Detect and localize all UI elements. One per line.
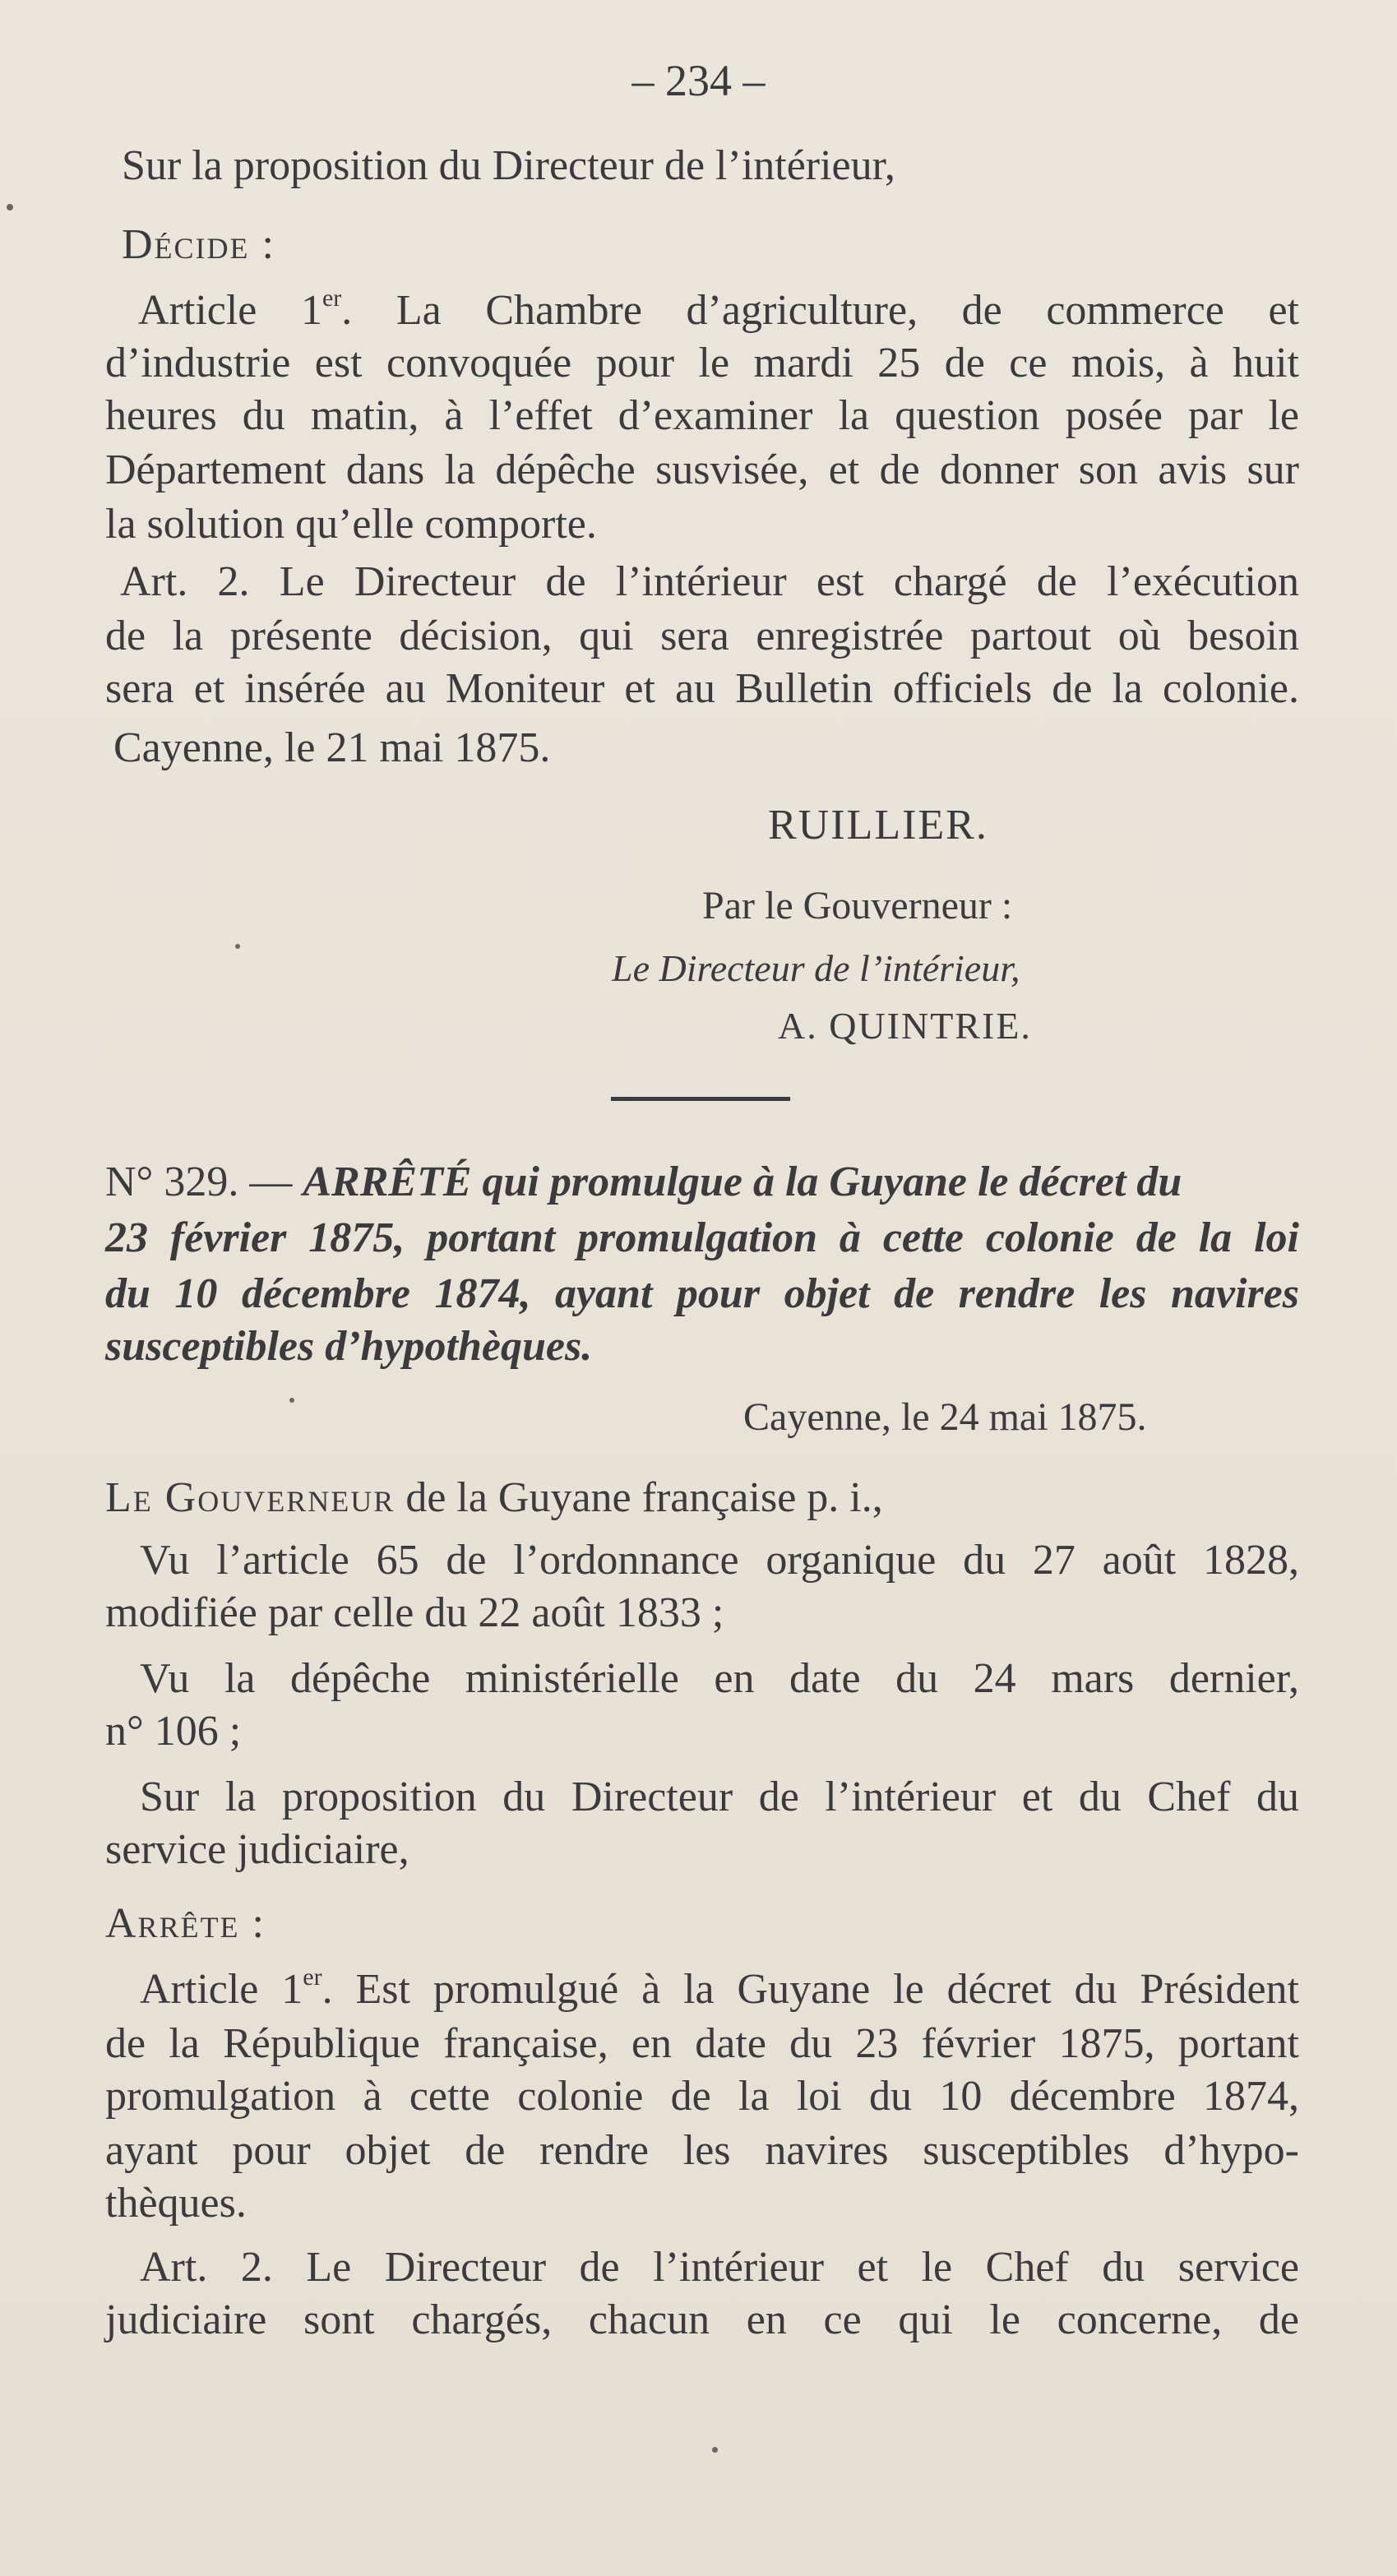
signature: RUILLIER. (768, 802, 988, 849)
sur-proposition-line-1: Sur la proposition du Directeur de l’intérieur et du Chef du (140, 1774, 1299, 1820)
page-number: – 234 – (631, 56, 766, 105)
vu-2-line-1: Vu la dépêche ministérielle en date du 24 mars dernier, (140, 1655, 1299, 1702)
directeur-title: Le Directeur de l’intérieur, (612, 947, 1020, 989)
decide-heading: Décide : (122, 221, 275, 268)
decree-article-1-line-3: promulgation à cette colonie de la loi du 10 décembre 1874, (105, 2073, 1299, 2120)
section-divider (611, 1097, 790, 1101)
decree-article-1-line-2: de la République française, en date du 23 février 1875, portant (105, 2020, 1299, 2067)
decree-title-line-1: N° 329. — ARRÊTÉ qui promulgue à la Guyane le décret du (105, 1159, 1182, 1205)
decree-title-line-2: 23 février 1875, portant promulgation à cette colonie de la loi (105, 1214, 1299, 1261)
sur-proposition-line-2: service judiciaire, (105, 1826, 409, 1873)
article-1-line-4: Département dans la dépêche susvisée, et de donner son avis sur (105, 446, 1299, 493)
proposition-line: Sur la proposition du Directeur de l’intérieur, (122, 142, 895, 189)
arrete-heading: Arrête : (105, 1900, 266, 1947)
decree-article-2-line-2: judiciaire sont chargés, chacun en ce qui le concerne, de (105, 2296, 1299, 2343)
vu-1-line-2: modifiée par celle du 22 août 1833 ; (105, 1589, 724, 1636)
paper-speck (235, 944, 240, 949)
decree-title-line-4: susceptibles d’hypothèques. (105, 1323, 593, 1370)
decree-article-1-line-1: Article 1er. Est promulgué à la Guyane le décret du Président (140, 1963, 1299, 2013)
article-1-line-5: la solution qu’elle comporte. (105, 501, 597, 548)
paper-speck (289, 1398, 294, 1403)
article-1-line-1: Article 1er. La Chambre d’agriculture, de commerce et (138, 284, 1300, 334)
article-1-line-3: heures du matin, à l’effet d’examiner la question posée par le (105, 392, 1299, 439)
paper-speck (712, 2447, 718, 2453)
article-2-line-1: Art. 2. Le Directeur de l’intérieur est chargé de l’exécution (120, 558, 1299, 605)
gouverneur-line: Le Gouverneur de la Guyane française p. i., (105, 1474, 883, 1521)
section1-date: Cayenne, le 21 mai 1875. (113, 724, 551, 771)
decree-article-1-line-5: thèques. (105, 2180, 247, 2227)
paper-speck (7, 204, 13, 210)
vu-2-line-2: n° 106 ; (105, 1708, 242, 1755)
decree-title-line-3: du 10 décembre 1874, ayant pour objet de rendre les navires (105, 1270, 1299, 1317)
vu-1-line-1: Vu l’article 65 de l’ordonnance organique du 27 août 1828, (140, 1537, 1299, 1584)
article-2-line-3: sera et insérée au Moniteur et au Bulletin officiels de la colonie. (105, 665, 1299, 712)
par-le-gouverneur: Par le Gouverneur : (702, 884, 1013, 927)
section2-date: Cayenne, le 24 mai 1875. (743, 1395, 1147, 1439)
signer-name: A. QUINTRIE. (778, 1005, 1032, 1047)
article-2-line-2: de la présente décision, qui sera enregistrée partout où besoin (105, 613, 1299, 659)
decree-number: N° 329. — (105, 1159, 293, 1205)
decree-article-2-line-1: Art. 2. Le Directeur de l’intérieur et le Chef du service (140, 2244, 1299, 2291)
decree-article-1-line-4: ayant pour objet de rendre les navires susceptibles d’hypo- (105, 2127, 1299, 2174)
article-1-line-2: d’industrie est convoquée pour le mardi 25 de ce mois, à huit (105, 340, 1299, 386)
